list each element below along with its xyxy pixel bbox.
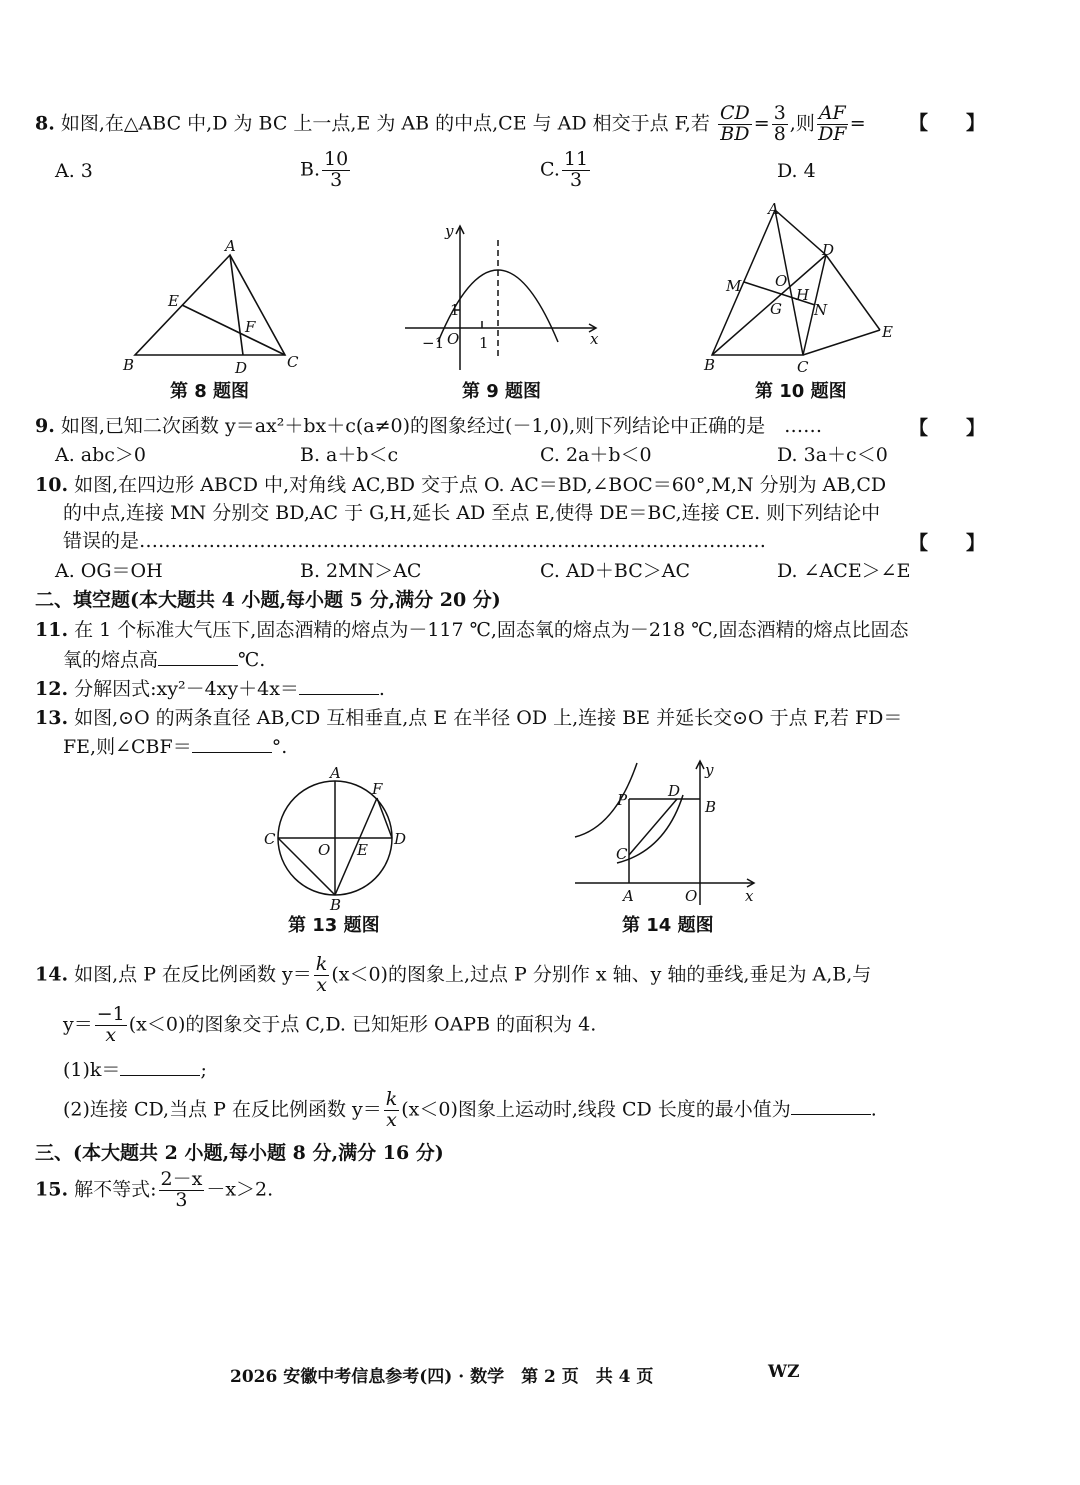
option-10a: A. OG＝OH: [55, 560, 163, 582]
fraction-k-x: $\frac{k}{x}$: [315, 953, 328, 996]
figure-13-circle: [260, 765, 415, 910]
fig10-label-n: N: [814, 301, 828, 319]
fraction-k-x-2: $\frac{k}{x}$: [385, 1088, 398, 1131]
fig9-label-one-x: 1: [479, 334, 489, 352]
fig14-label-x: x: [745, 887, 754, 905]
fig8-label-f: F: [245, 318, 256, 336]
fig8-label-d: D: [235, 359, 248, 377]
question-10-line-2: 的中点,连接 MN 分别交 BD,AC 于 G,H,延长 AD 至点 E,使得 DE＝BC,连接 CE. 则下列结论中: [63, 502, 881, 524]
fig14-label-d: D: [668, 782, 681, 800]
fraction-minus1-x: $\frac{-1}{x}$: [96, 1003, 125, 1046]
question-text: 如图,⊙O 的两条直径 AB,CD 互相垂直,点 E 在半径 OD 上,连接 BE 并延长交⊙O 于点 F,若 FD＝: [74, 707, 903, 729]
fig13-label-a: A: [330, 765, 341, 782]
fraction-3-8: $\frac{3}{8}$: [773, 102, 786, 145]
question-12: 12. 分解因式:xy²－4xy＋4x＝ .: [35, 678, 385, 700]
question-10-line-1: [35, 470, 886, 497]
footer-code: WZ: [768, 1362, 800, 1382]
fig10-label-g: G: [770, 300, 782, 318]
caption-figure-8: 第 8 题图: [170, 381, 250, 402]
caption-figure-13: 第 13 题图: [288, 915, 380, 936]
option-9b: B. a＋b＜c: [300, 444, 399, 466]
fig8-label-e: E: [168, 292, 179, 310]
fig9-label-minus-one: −1: [422, 334, 445, 352]
answer-bracket-10: 【 】: [908, 532, 985, 554]
question-text: 在 1 个标准大气压下,固态酒精的熔点为－117 ℃,固态氧的熔点为－218 ℃,固态酒精的熔点比固态: [74, 619, 909, 641]
fig13-label-f: F: [372, 780, 383, 798]
fig14-label-y: y: [705, 761, 714, 779]
question-text: 分解因式:xy²－4xy＋4x＝: [74, 678, 299, 700]
question-14-line-1: 14. 如图,点 P 在反比例函数 y＝ $\frac{k}{x}$ (x＜0)的图象上,过点 P 分别作 x 轴、y 轴的垂线,垂足为 A,B,与: [35, 953, 872, 996]
figure-8-triangle: [115, 235, 315, 380]
fig10-label-m: M: [726, 277, 742, 295]
fig8-label-a: A: [225, 237, 236, 255]
fig10-label-c: C: [797, 358, 809, 375]
fig9-label-y: y: [445, 222, 454, 240]
question-8-stem: 8. 如图,在△ABC 中,D 为 BC 上一点,E 为 AB 的中点,CE 与 AD 相交于点 F,若 $\frac{CD}{BD}$ = $\frac{3}{8}$ ,则 $\frac{AF}{DF}$ =: [35, 102, 866, 145]
answer-blank-14-2[interactable]: [791, 1098, 871, 1115]
question-number: 14.: [35, 963, 69, 986]
figure-9-parabola: [400, 220, 610, 380]
answer-blank-12[interactable]: [299, 678, 379, 695]
question-13-line-1: [35, 703, 902, 730]
fig10-label-a: A: [768, 200, 779, 218]
fig10-label-d: D: [822, 241, 835, 259]
answer-blank-13[interactable]: [192, 736, 272, 753]
figure-14-hyperbola: [565, 755, 765, 910]
question-text: 如图,已知二次函数 y＝ax²＋bx＋c(a≠0)的图象经过(－1,0),则下列结论中正确的是 ……: [60, 415, 823, 437]
option-8c: C. $\frac{11}{3}$: [540, 148, 589, 191]
question-number: 11.: [35, 619, 69, 641]
question-9-stem: [35, 411, 822, 438]
fig14-label-c: C: [616, 845, 628, 863]
fig13-label-c: C: [264, 830, 276, 848]
option-9c: C. 2a＋b＜0: [540, 444, 652, 466]
option-8b: B. $\frac{10}{3}$: [300, 148, 349, 191]
fig13-label-e: E: [357, 841, 368, 859]
question-number: 8.: [35, 112, 55, 135]
fig14-label-p: P: [617, 791, 628, 809]
option-10d: D. ∠ACE＞∠E: [777, 560, 911, 582]
fraction-af-df: $\frac{AF}{DF}$: [818, 102, 847, 145]
question-14-line-2: y＝ $\frac{-1}{x}$ (x＜0)的图象交于点 C,D. 已知矩形 OAPB 的面积为 4.: [63, 1003, 597, 1046]
fig9-label-x: x: [590, 330, 599, 348]
option-8d: D. 4: [777, 160, 816, 182]
option-10b: B. 2MN＞AC: [300, 560, 422, 582]
question-11-line-1: [35, 615, 909, 642]
answer-bracket-8: 【 】: [908, 112, 985, 134]
page-footer: 2026 安徽中考信息参考(四) · 数学 第 2 页 共 4 页: [230, 1367, 654, 1387]
fraction-2-minus-x-over-3: $\frac{2-x}{3}$: [160, 1168, 203, 1211]
fig9-label-one-y: 1: [450, 301, 460, 319]
question-number: 12.: [35, 678, 69, 700]
fig8-label-b: B: [123, 356, 135, 374]
fig13-label-o: O: [318, 841, 331, 859]
fig14-label-o: O: [685, 887, 698, 905]
question-text: 如图,在四边形 ABCD 中,对角线 AC,BD 交于点 O. AC＝BD,∠BOC＝60°,M,N 分别为 AB,CD: [74, 474, 887, 496]
question-14-part-2: (2)连接 CD,当点 P 在反比例函数 y＝ $\frac{k}{x}$ (x＜0)图象上运动时,线段 CD 长度的最小值为 .: [63, 1088, 877, 1131]
answer-bracket-9: 【 】: [908, 417, 985, 439]
question-number: 15.: [35, 1178, 69, 1201]
fig10-label-b: B: [704, 356, 716, 374]
caption-figure-10: 第 10 题图: [755, 381, 847, 402]
section-heading-3: 三、(本大题共 2 小题,每小题 8 分,满分 16 分): [35, 1142, 444, 1164]
figure-10-quadrilateral: [700, 200, 910, 375]
question-number: 9.: [35, 415, 55, 437]
option-8a: A. 3: [55, 160, 93, 182]
question-number: 13.: [35, 707, 69, 729]
fig14-label-a: A: [623, 887, 634, 905]
question-13-line-2: FE,则∠CBF＝ °.: [63, 736, 288, 758]
answer-blank-11[interactable]: [158, 649, 238, 666]
fig10-label-h: H: [796, 286, 810, 304]
option-9d: D. 3a＋c＜0: [777, 444, 888, 466]
fig13-label-b: B: [330, 896, 342, 910]
fig8-label-c: C: [287, 353, 299, 371]
question-15: 15. 解不等式: $\frac{2-x}{3}$ －x＞2.: [35, 1168, 274, 1211]
fig13-label-d: D: [394, 830, 407, 848]
fig14-label-b: B: [705, 798, 717, 816]
fraction-cd-bd: $\frac{CD}{BD}$: [719, 102, 750, 145]
question-10-line-3: 错误的是………………………………………………………………………………………: [63, 530, 767, 552]
caption-figure-9: 第 9 题图: [462, 381, 542, 402]
fig9-label-origin: O: [447, 330, 460, 348]
answer-blank-14-1[interactable]: [120, 1059, 200, 1076]
fig10-label-e: E: [882, 323, 893, 341]
question-text: 如图,在△ABC 中,D 为 BC 上一点,E 为 AB 的中点,CE 与 AD 相交于点 F,若: [60, 112, 710, 135]
question-14-part-1: (1)k＝ ;: [63, 1059, 207, 1081]
option-10c: C. AD＋BC＞AC: [540, 560, 691, 582]
question-11-line-2: 氧的熔点高 ℃.: [63, 649, 266, 671]
caption-figure-14: 第 14 题图: [622, 915, 714, 936]
option-9a: A. abc＞0: [55, 444, 147, 466]
fig10-label-o: O: [775, 272, 788, 290]
question-number: 10.: [35, 474, 69, 496]
section-heading-2: 二、填空题(本大题共 4 小题,每小题 5 分,满分 20 分): [35, 589, 501, 611]
